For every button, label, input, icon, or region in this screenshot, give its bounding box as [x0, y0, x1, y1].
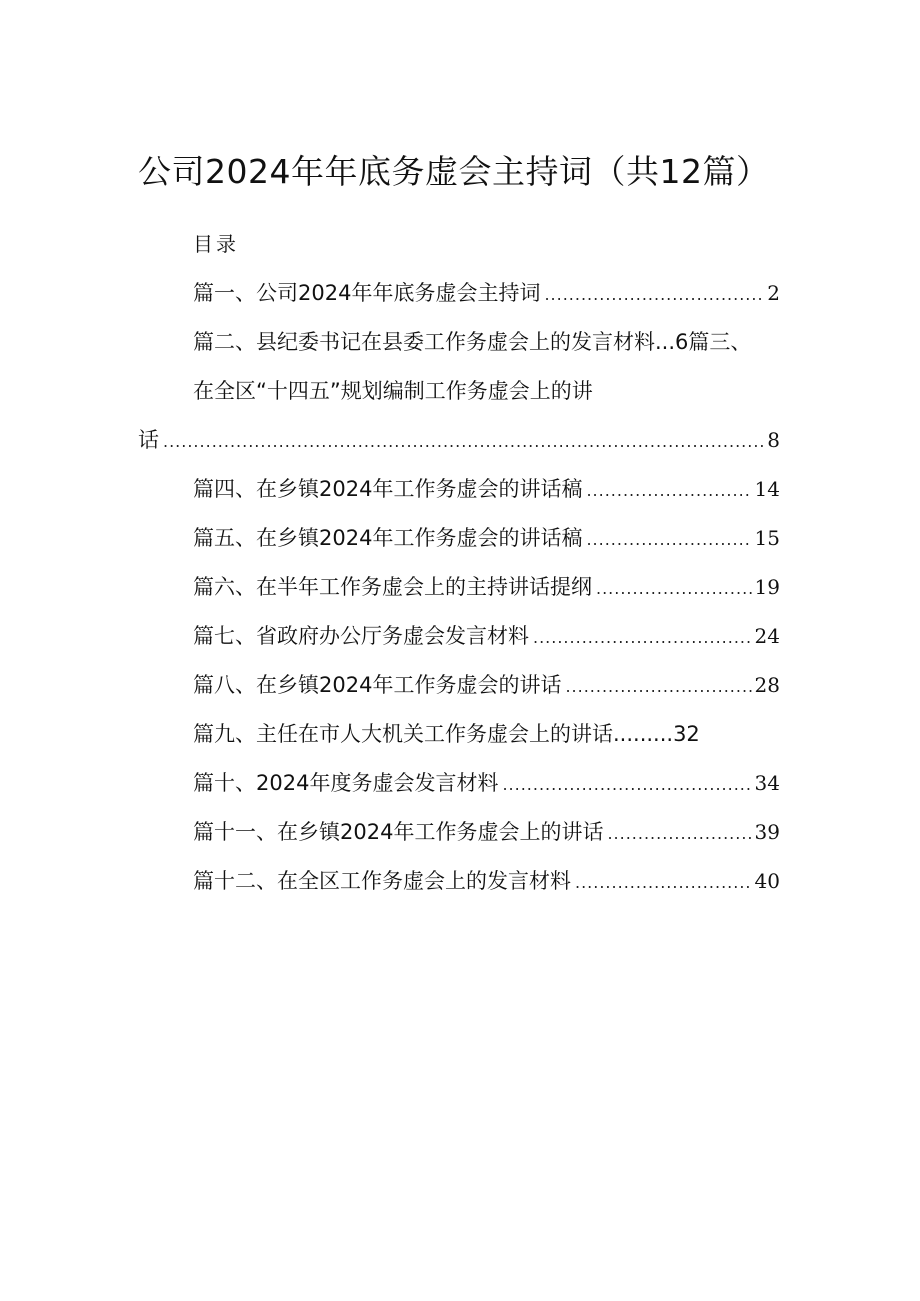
- toc-entry-page: 15: [754, 526, 780, 550]
- toc-entry-label: 篇十一、在乡镇2024年工作务虚会上的讲话: [193, 820, 604, 844]
- toc-entry-page: 14: [754, 477, 780, 501]
- toc-entry-6[interactable]: [193, 571, 780, 601]
- toc-entry-label: 篇五、在乡镇2024年工作务虚会的讲话稿: [193, 526, 583, 550]
- toc-entry-3-line[interactable]: [193, 375, 593, 405]
- toc-leader-dots: [586, 481, 751, 500]
- toc-entry-page: 28: [754, 673, 780, 697]
- toc-leader-dots: [607, 824, 751, 843]
- toc-leader-dots: [596, 579, 752, 598]
- toc-entry-label: 篇二、县纪委书记在县委工作务虚会上的发言材料...6篇三、: [193, 330, 752, 354]
- toc-entry-label: 篇四、在乡镇2024年工作务虚会的讲话稿: [193, 477, 583, 501]
- toc-entry-2[interactable]: [193, 326, 751, 356]
- toc-entry-page: 34: [754, 771, 780, 795]
- toc-entry-9[interactable]: [193, 718, 700, 748]
- toc-entry-label: 篇六、在半年工作务虚会上的主持讲话提纲: [193, 575, 592, 599]
- toc-leader-dots: [575, 873, 752, 892]
- toc-entry-label: 篇七、省政府办公厅务虚会发言材料: [193, 624, 529, 648]
- toc-entry-label: 篇一、公司2024年年底务虚会主持词: [193, 281, 541, 305]
- toc-entry-page: 19: [754, 575, 780, 599]
- toc-entry-label: 在全区“十四五”规划编制工作务虚会上的讲: [193, 379, 593, 403]
- toc-entry-page: 39: [754, 820, 780, 844]
- toc-heading: 目录: [193, 232, 239, 256]
- toc-entry-label: 篇十、2024年度务虚会发言材料: [193, 771, 499, 795]
- toc-entry-page: 40: [754, 869, 780, 893]
- toc-entry-label: 篇九、主任在市人大机关工作务虚会上的讲话.........32: [193, 722, 700, 746]
- toc-entry-label: 篇十二、在全区工作务虚会上的发言材料: [193, 869, 571, 893]
- toc-leader-dots: [163, 432, 764, 451]
- toc-entry-11[interactable]: [193, 816, 780, 846]
- toc-entry-page: 8: [767, 428, 780, 452]
- toc-leader-dots: [544, 285, 764, 304]
- toc-leader-dots: [586, 530, 751, 549]
- toc-entry-10[interactable]: [193, 767, 780, 797]
- toc-entry-label: 话: [138, 428, 159, 452]
- toc-entry-8[interactable]: [193, 669, 780, 699]
- toc-entry-1[interactable]: [193, 277, 780, 307]
- toc-entry-4[interactable]: [193, 473, 780, 503]
- toc-entry-12[interactable]: [193, 865, 780, 895]
- toc-entry-page: 24: [754, 624, 780, 648]
- toc-leader-dots: [502, 775, 751, 794]
- toc-entry-label: 篇八、在乡镇2024年工作务虚会的讲话: [193, 673, 562, 697]
- toc-leader-dots: [565, 677, 751, 696]
- toc-entry-3-tail[interactable]: [138, 424, 780, 454]
- toc-entry-5[interactable]: [193, 522, 780, 552]
- toc-entry-7[interactable]: [193, 620, 780, 650]
- toc-entry-page: 2: [767, 281, 780, 305]
- toc-leader-dots: [533, 628, 752, 647]
- document-title: 公司2024年年底务虚会主持词（共12篇）: [138, 152, 770, 191]
